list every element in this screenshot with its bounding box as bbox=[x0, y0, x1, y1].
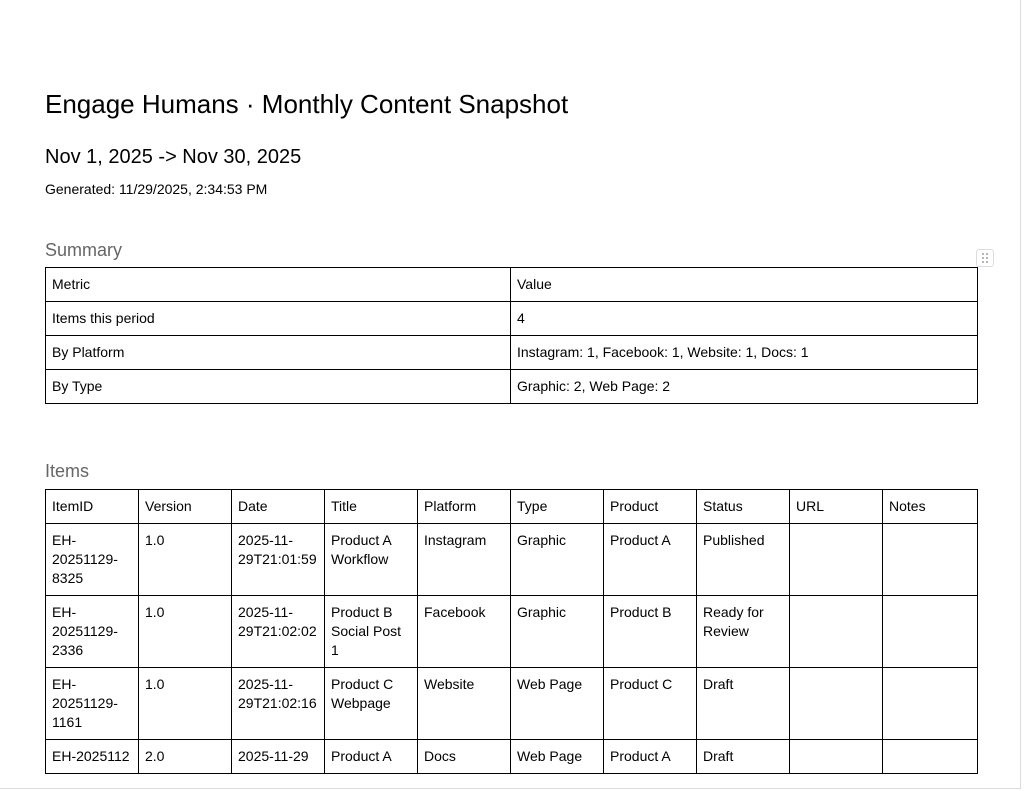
table-cell[interactable]: Instagram: 1, Facebook: 1, Website: 1, Docs: 1 bbox=[511, 336, 978, 370]
table-cell[interactable]: Product A bbox=[604, 524, 697, 596]
table-cell[interactable]: By Platform bbox=[46, 336, 511, 370]
table-row bbox=[46, 336, 978, 370]
table-row bbox=[46, 302, 978, 336]
table-cell[interactable] bbox=[883, 596, 978, 668]
column-header-url[interactable]: URL bbox=[790, 490, 883, 524]
table-cell[interactable]: 2025-11-29T21:02:16 bbox=[232, 668, 325, 740]
table-cell[interactable]: EH-2025112 bbox=[46, 740, 139, 774]
column-header-platform[interactable]: Platform bbox=[418, 490, 511, 524]
table-cell[interactable] bbox=[883, 524, 978, 596]
column-header-type[interactable]: Type bbox=[511, 490, 604, 524]
document-title: Engage Humans · Monthly Content Snapshot bbox=[45, 89, 569, 119]
table-cell[interactable]: Ready for Review bbox=[697, 596, 790, 668]
table-row bbox=[46, 596, 978, 668]
table-row bbox=[46, 370, 978, 404]
table-cell[interactable]: 1.0 bbox=[139, 524, 232, 596]
table-cell[interactable]: Instagram bbox=[418, 524, 511, 596]
summary-header-metric[interactable]: Metric bbox=[46, 268, 511, 302]
table-cell[interactable]: 1.0 bbox=[139, 596, 232, 668]
table-cell[interactable]: EH-20251129-1161 bbox=[46, 668, 139, 740]
table-cell[interactable]: 2025-11-29T21:01:59 bbox=[232, 524, 325, 596]
table-cell[interactable]: Product B Social Post 1 bbox=[325, 596, 418, 668]
table-cell[interactable] bbox=[790, 668, 883, 740]
items-table bbox=[45, 489, 978, 774]
table-cell[interactable]: EH-20251129-2336 bbox=[46, 596, 139, 668]
table-cell[interactable]: Product B bbox=[604, 596, 697, 668]
table-header-row bbox=[46, 490, 978, 524]
table-row bbox=[46, 668, 978, 740]
table-cell[interactable] bbox=[790, 524, 883, 596]
table-cell[interactable]: 4 bbox=[511, 302, 978, 336]
table-cell[interactable]: Product A bbox=[604, 740, 697, 774]
table-cell[interactable]: 2025-11-29 bbox=[232, 740, 325, 774]
table-cell[interactable]: 2.0 bbox=[139, 740, 232, 774]
date-range: Nov 1, 2025 -> Nov 30, 2025 bbox=[45, 146, 302, 168]
table-cell[interactable]: Web Page bbox=[511, 668, 604, 740]
table-cell[interactable]: Graphic: 2, Web Page: 2 bbox=[511, 370, 978, 404]
table-cell[interactable]: Web Page bbox=[511, 740, 604, 774]
generated-timestamp: Generated: 11/29/2025, 2:34:53 PM bbox=[45, 181, 268, 197]
column-header-version[interactable]: Version bbox=[139, 490, 232, 524]
table-cell[interactable]: 1.0 bbox=[139, 668, 232, 740]
drag-handle-icon[interactable] bbox=[976, 249, 994, 267]
table-cell[interactable]: Product A bbox=[325, 740, 418, 774]
table-cell[interactable] bbox=[790, 596, 883, 668]
summary-heading: Summary bbox=[45, 240, 123, 260]
table-row bbox=[46, 740, 978, 774]
table-cell[interactable]: Website bbox=[418, 668, 511, 740]
table-row bbox=[46, 524, 978, 596]
table-cell[interactable]: Graphic bbox=[511, 524, 604, 596]
table-cell[interactable]: Graphic bbox=[511, 596, 604, 668]
table-cell[interactable]: Draft bbox=[697, 668, 790, 740]
drag-handle-dots bbox=[981, 252, 989, 264]
summary-table bbox=[45, 267, 978, 404]
table-cell[interactable]: Items this period bbox=[46, 302, 511, 336]
column-header-itemid[interactable]: ItemID bbox=[46, 490, 139, 524]
table-cell[interactable]: EH-20251129-8325 bbox=[46, 524, 139, 596]
table-cell[interactable] bbox=[790, 740, 883, 774]
table-cell[interactable]: Product C bbox=[604, 668, 697, 740]
table-cell[interactable]: Draft bbox=[697, 740, 790, 774]
table-cell[interactable]: Product A Workflow bbox=[325, 524, 418, 596]
summary-header-value[interactable]: Value bbox=[511, 268, 978, 302]
column-header-product[interactable]: Product bbox=[604, 490, 697, 524]
column-header-title[interactable]: Title bbox=[325, 490, 418, 524]
table-cell[interactable]: 2025-11-29T21:02:02 bbox=[232, 596, 325, 668]
items-heading: Items bbox=[45, 461, 90, 481]
table-cell[interactable]: By Type bbox=[46, 370, 511, 404]
column-header-date[interactable]: Date bbox=[232, 490, 325, 524]
table-cell[interactable]: Facebook bbox=[418, 596, 511, 668]
table-cell[interactable]: Docs bbox=[418, 740, 511, 774]
table-cell[interactable]: Published bbox=[697, 524, 790, 596]
table-header-row bbox=[46, 268, 978, 302]
column-header-notes[interactable]: Notes bbox=[883, 490, 978, 524]
table-cell[interactable] bbox=[883, 668, 978, 740]
column-header-status[interactable]: Status bbox=[697, 490, 790, 524]
table-cell[interactable]: Product C Webpage bbox=[325, 668, 418, 740]
table-cell[interactable] bbox=[883, 740, 978, 774]
